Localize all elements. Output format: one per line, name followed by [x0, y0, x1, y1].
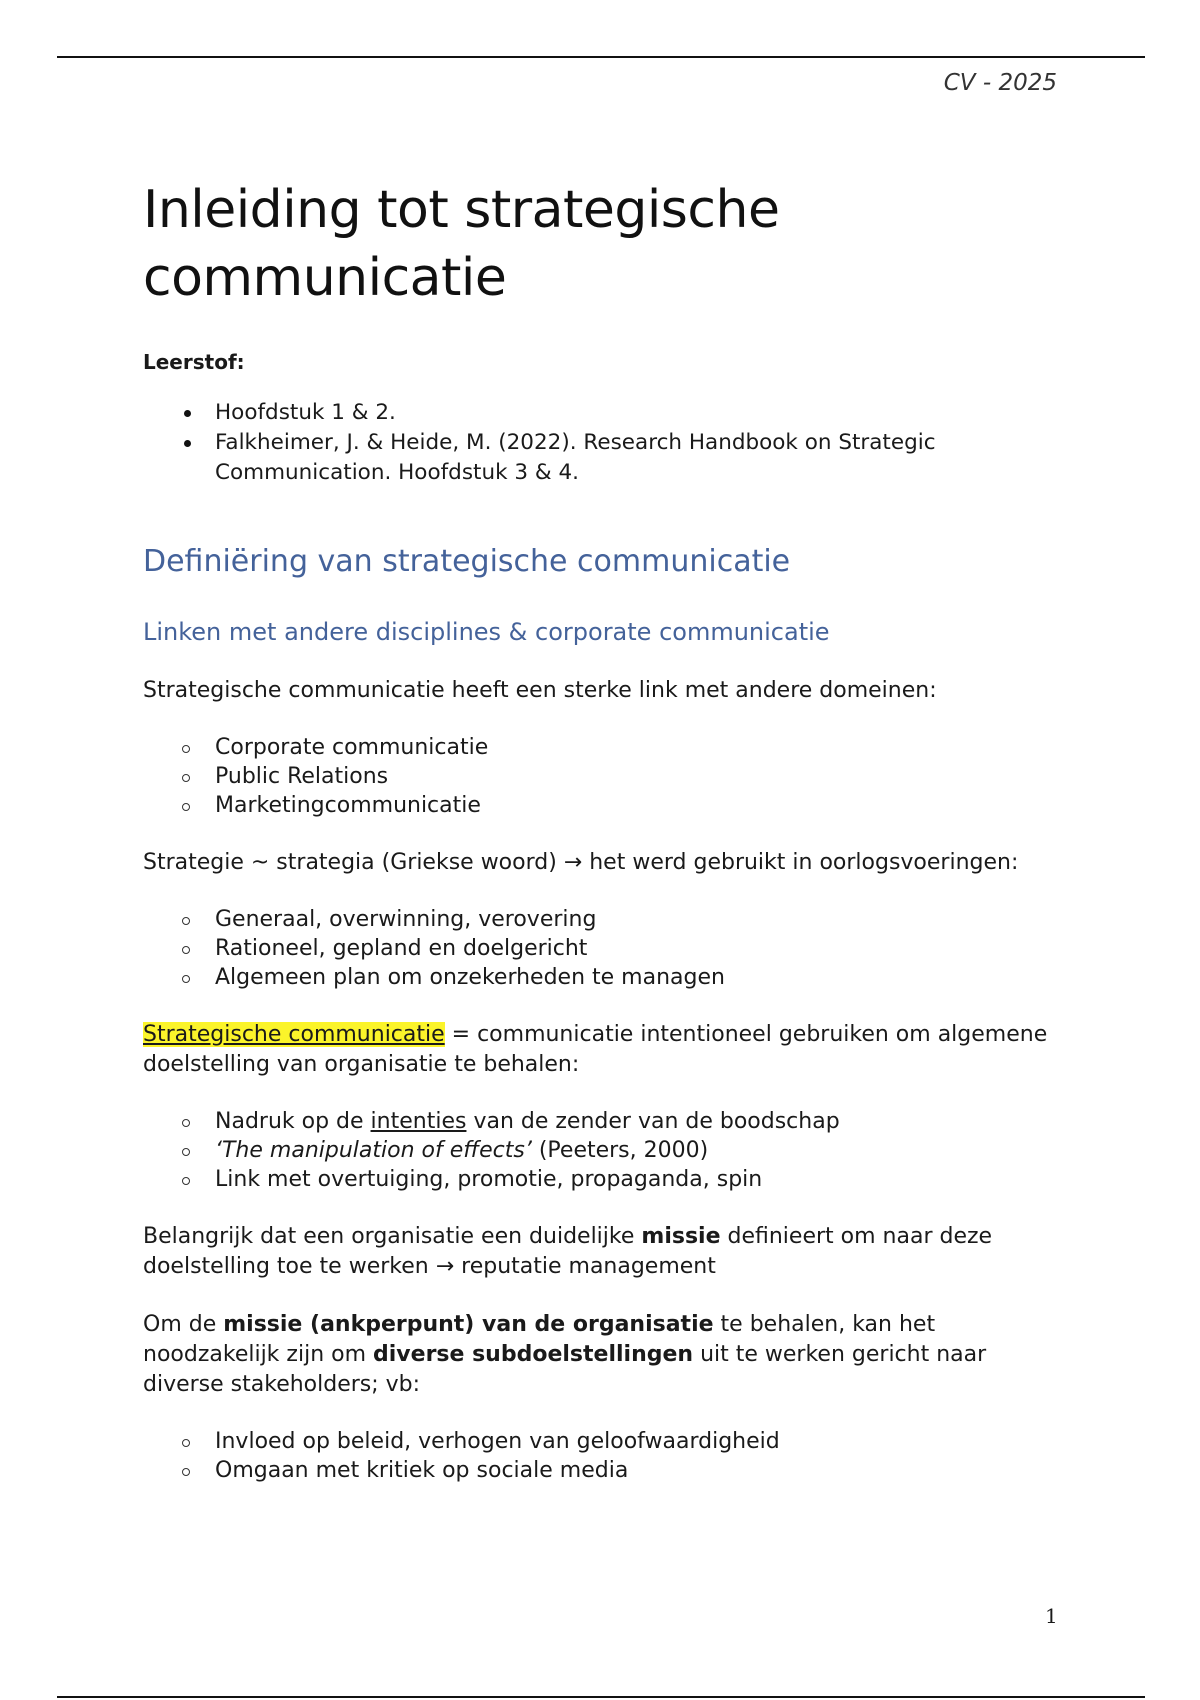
paragraph-subdoelstellingen [143, 1310, 1058, 1400]
paragraph-missie [143, 1222, 1058, 1282]
text-span: van de zender van de boodschap [466, 1109, 840, 1134]
text-span: te behalen, kan het noodzakelijk zijn om [143, 1312, 936, 1367]
list-item: Algemeen plan om onzekerheden te managen [143, 963, 1058, 992]
text-span: Om de [143, 1312, 224, 1337]
list-item: Corporate communicatie [143, 733, 1058, 762]
list-item: Hoofdstuk 1 & 2. [143, 398, 1058, 428]
paragraph-domains: Strategische communicatie heeft een sterke link met andere domeinen: [143, 678, 937, 703]
title-line-1: Inleiding tot strategische [143, 180, 780, 240]
header-rule [57, 56, 1145, 58]
header-meta: CV - 2025 [943, 70, 1057, 96]
paragraph-strategie: Strategie ~ strategia (Griekse woord) → het werd gebruikt in oorlogsvoeringen: [143, 850, 1019, 875]
leerstof-label: Leerstof: [143, 350, 245, 374]
list-item: Falkheimer, J. & Heide, M. (2022). Research Handbook on Strategic Communication. Hoofdstuk 3 & 4. [143, 428, 1058, 488]
text-span: Belangrijk dat een organisatie een duidelijke [143, 1224, 642, 1249]
list-item [143, 1107, 1058, 1136]
definition-text: = communicatie intentioneel gebruiken om algemene doelstelling van organisatie te behalen: [143, 1022, 1048, 1077]
list-item: Rationeel, gepland en doelgericht [143, 934, 1058, 963]
domains-list [143, 733, 1058, 820]
list-item: Generaal, overwinning, verovering [143, 905, 1058, 934]
citation: (Peeters, 2000) [531, 1138, 709, 1163]
list-item: Omgaan met kritiek op sociale media [143, 1456, 1058, 1485]
strategie-list [143, 905, 1058, 992]
list-item [143, 1136, 1058, 1165]
footer-rule [57, 1696, 1145, 1698]
page-number: 1 [1045, 1604, 1058, 1628]
text-span: uit te werken gericht naar diverse stakeholders; vb: [143, 1342, 987, 1397]
examples-list [143, 1427, 1058, 1485]
definition-list [143, 1107, 1058, 1194]
list-item: Marketingcommunicatie [143, 791, 1058, 820]
bold-term: missie (ankperpunt) van de organisatie [223, 1312, 714, 1337]
document-title [143, 176, 1058, 312]
highlighted-term: Strategische communicatie [143, 1022, 445, 1047]
title-line-2: communicatie [143, 248, 507, 308]
list-item: Public Relations [143, 762, 1058, 791]
document-body [143, 176, 1058, 1485]
subsection-heading: Linken met andere disciplines & corporate communicatie [143, 618, 830, 646]
list-item: Invloed op beleid, verhogen van geloofwaardigheid [143, 1427, 1058, 1456]
bold-term: diverse subdoelstellingen [373, 1342, 694, 1367]
quote-text: ‘The manipulation of effects’ [215, 1138, 532, 1163]
text-span: definieert om naar deze doelstelling toe te werken → reputatie management [143, 1224, 993, 1279]
leerstof-list [143, 398, 1058, 488]
text-span: Nadruk op de [215, 1109, 371, 1134]
list-item: Link met overtuiging, promotie, propaganda, spin [143, 1165, 1058, 1194]
section-heading: Definiëring van strategische communicatie [143, 544, 791, 579]
underlined-term: intenties [370, 1109, 467, 1134]
paragraph-definition [143, 1020, 1058, 1080]
bold-term: missie [641, 1224, 721, 1249]
